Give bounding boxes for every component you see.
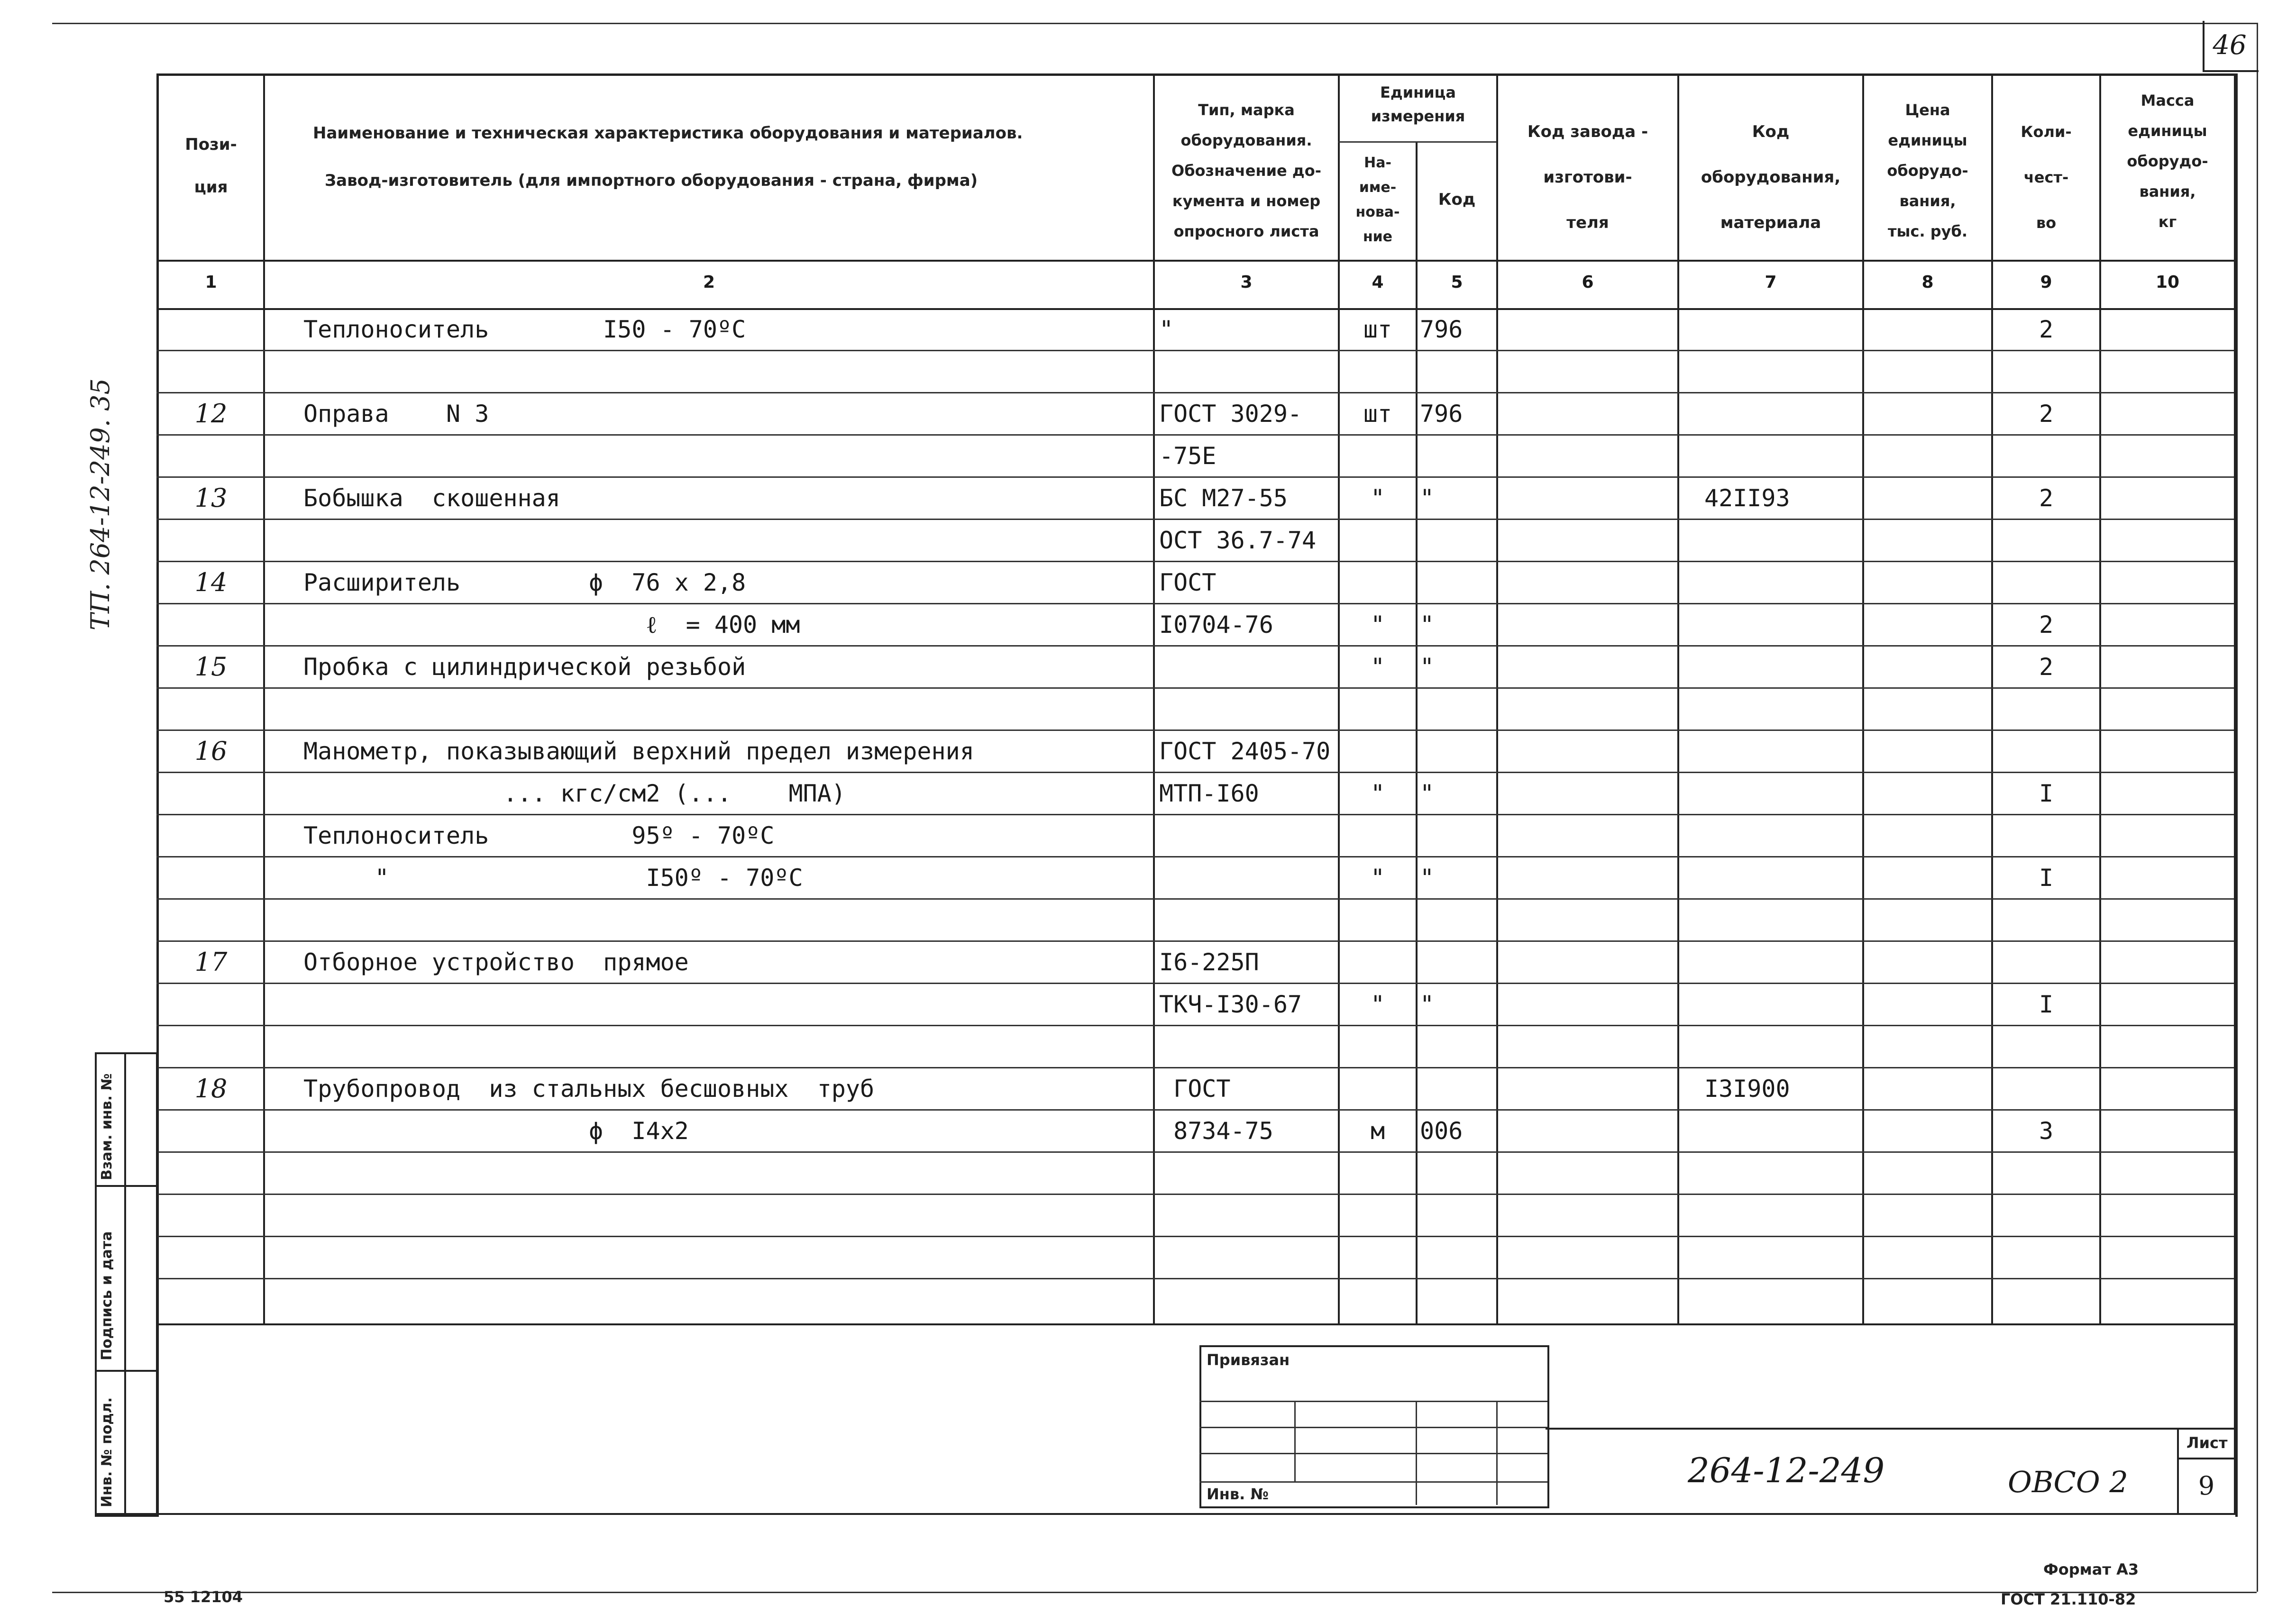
row-unit-code xyxy=(1420,732,1496,770)
row-unit: " xyxy=(1370,484,1385,512)
row-type: МТП-I60 xyxy=(1159,780,1259,807)
bind-line-2 xyxy=(1199,1427,1547,1428)
row-unit: " xyxy=(1370,991,1385,1018)
row-position: 18 xyxy=(194,1074,228,1103)
row-quantity xyxy=(1993,353,2099,391)
row-name: Пробка с цилиндрической резьбой xyxy=(303,653,746,681)
header-unit-name: На- име- нова- ние xyxy=(1355,155,1400,245)
colnum-6: 6 xyxy=(1582,273,1594,292)
row-name: ϕ I4x2 xyxy=(303,1117,689,1145)
header-material-code: Код оборудования, материала xyxy=(1701,122,1841,232)
header-quantity: Коли- чест- во xyxy=(2021,123,2072,232)
row-type xyxy=(1159,648,1339,686)
row-quantity: I xyxy=(2039,780,2054,807)
row-material-code xyxy=(1704,1028,1861,1066)
row-quantity: 2 xyxy=(2039,484,2054,512)
row-line xyxy=(156,1194,2234,1195)
row-line xyxy=(156,983,2234,984)
gost-label: ГОСТ 21.110-82 xyxy=(2001,1590,2136,1608)
header-factory-code: Код завода - изготови- теля xyxy=(1527,122,1648,232)
colnum-1: 1 xyxy=(205,273,217,292)
row-unit: м xyxy=(1370,1117,1385,1145)
row-position xyxy=(159,985,263,1023)
frame-bottom-line xyxy=(95,1513,2238,1515)
colnum-7: 7 xyxy=(1765,273,1777,292)
row-unit-code xyxy=(1420,1028,1496,1066)
header-mass: Масса единицы оборудо- вания, кг xyxy=(2127,91,2208,231)
row-unit-code: " xyxy=(1420,611,1435,638)
row-line xyxy=(156,687,2234,689)
left-stamp-podpis: Подпись и дата xyxy=(99,1231,115,1360)
header-price: Цена единицы оборудо- вания, тыс. руб. xyxy=(1887,101,1968,240)
row-position xyxy=(159,437,263,475)
colnum-8: 8 xyxy=(1921,273,1934,292)
left-stamp-divider xyxy=(124,1052,126,1513)
row-quantity: 2 xyxy=(2039,400,2054,428)
row-unit xyxy=(1340,690,1416,728)
row-unit-code xyxy=(1420,817,1496,855)
row-line xyxy=(156,519,2234,520)
row-position: 17 xyxy=(194,947,228,977)
row-line xyxy=(156,350,2234,351)
row-quantity xyxy=(1993,564,2099,602)
page-number: 46 xyxy=(2213,30,2247,61)
row-quantity xyxy=(1993,943,2099,981)
row-unit-code xyxy=(1420,437,1496,475)
row-material-code xyxy=(1704,775,1861,812)
row-type: ГОСТ 3029- xyxy=(1159,400,1302,428)
title-block-line xyxy=(1546,1428,2234,1430)
row-type: ГОСТ xyxy=(1159,1075,1231,1103)
row-name: Трубопровод из стальных бесшовных труб xyxy=(303,1075,875,1103)
row-unit xyxy=(1340,817,1416,855)
row-unit-code: 006 xyxy=(1420,1117,1463,1145)
bind-block-inv-no: Инв. № xyxy=(1207,1485,1269,1503)
row-name: ... кгс/см2 (... МПА) xyxy=(303,780,846,807)
row-position: 14 xyxy=(194,567,228,597)
row-unit: " xyxy=(1370,780,1385,807)
row-unit xyxy=(1340,564,1416,602)
row-quantity xyxy=(1993,1070,2099,1108)
row-material-code xyxy=(1704,310,1861,348)
outer-frame-bottom xyxy=(52,1592,2257,1593)
unit-subheader-line xyxy=(1338,141,1496,143)
header-unit-code: Код xyxy=(1438,190,1476,209)
row-position xyxy=(159,521,263,559)
side-code: ТП. 264-12-249. 35 xyxy=(85,378,115,630)
row-quantity: 2 xyxy=(2039,316,2054,343)
row-unit-code: " xyxy=(1420,484,1435,512)
row-material-code xyxy=(1704,395,1861,433)
row-quantity: 3 xyxy=(2039,1117,2054,1145)
row-type xyxy=(1159,859,1339,897)
row-name: Отборное устройство прямое xyxy=(303,948,689,976)
row-unit-code xyxy=(1420,353,1496,391)
col-line-2 xyxy=(1153,73,1155,1325)
row-type xyxy=(1159,901,1339,939)
row-unit-code xyxy=(1420,943,1496,981)
row-unit: " xyxy=(1370,653,1385,681)
row-unit xyxy=(1340,943,1416,981)
format-label: Формат А3 xyxy=(2043,1560,2139,1578)
row-line xyxy=(156,814,2234,815)
row-unit xyxy=(1340,521,1416,559)
row-position xyxy=(159,859,263,897)
row-line xyxy=(156,856,2234,857)
row-position xyxy=(159,310,263,348)
row-name: Теплоноситель 95º - 70ºC xyxy=(303,822,775,849)
colnum-9: 9 xyxy=(2040,273,2052,292)
col-line-7 xyxy=(1862,73,1864,1325)
bind-col-1 xyxy=(1294,1401,1296,1482)
row-position: 16 xyxy=(194,736,228,766)
row-type: ОСТ 36.7-74 xyxy=(1159,527,1317,554)
row-type xyxy=(1159,353,1339,391)
row-line xyxy=(156,1151,2234,1153)
bind-col-3 xyxy=(1496,1401,1498,1505)
row-unit-code xyxy=(1420,1070,1496,1108)
bind-line-3 xyxy=(1199,1453,1547,1454)
row-position: 15 xyxy=(194,652,228,682)
row-unit-code xyxy=(1420,690,1496,728)
row-material-code xyxy=(1704,648,1861,686)
row-quantity xyxy=(1993,732,2099,770)
row-unit-code: " xyxy=(1420,864,1435,892)
row-unit xyxy=(1340,732,1416,770)
header-type: Тип, марка оборудования. Обозначение до- кумента и номер опросного листа xyxy=(1171,101,1321,240)
row-type: -75Е xyxy=(1159,442,1217,470)
row-quantity xyxy=(1993,437,2099,475)
left-stamp-vzam: Взам. инв. № xyxy=(99,1073,115,1180)
doc-suffix: ОВСО 2 xyxy=(2008,1465,2128,1499)
row-line xyxy=(156,1109,2234,1111)
row-position xyxy=(159,353,263,391)
row-unit-code xyxy=(1420,521,1496,559)
row-material-code xyxy=(1704,521,1861,559)
row-name: Бобышка скошенная xyxy=(303,484,560,512)
row-line xyxy=(156,392,2234,393)
row-unit-code: " xyxy=(1420,780,1435,807)
row-name xyxy=(303,901,1152,939)
row-material-code xyxy=(1704,943,1861,981)
colnum-4: 4 xyxy=(1372,273,1384,292)
left-stamp-sep1 xyxy=(95,1185,156,1187)
table-bottom-line xyxy=(156,1323,2238,1325)
sheet-number: 9 xyxy=(2198,1471,2215,1501)
row-unit xyxy=(1340,901,1416,939)
bind-line-4 xyxy=(1199,1481,1547,1483)
bind-block-privyazan: Привязан xyxy=(1207,1351,1290,1369)
row-unit: шт xyxy=(1363,316,1392,343)
row-line xyxy=(156,1067,2234,1068)
row-line xyxy=(156,434,2234,436)
row-quantity xyxy=(1993,1028,2099,1066)
row-line xyxy=(156,1236,2234,1237)
row-line xyxy=(156,729,2234,731)
col-line-1 xyxy=(263,73,265,1325)
row-type xyxy=(1159,690,1339,728)
col-line-6 xyxy=(1677,73,1679,1325)
frame-right-line xyxy=(2234,73,2236,1514)
row-quantity xyxy=(1993,901,2099,939)
row-position xyxy=(159,606,263,644)
row-position xyxy=(159,775,263,812)
row-name xyxy=(303,353,1152,391)
row-quantity: I xyxy=(2039,991,2054,1018)
row-line xyxy=(156,1025,2234,1026)
row-material-code xyxy=(1704,606,1861,644)
row-material-code xyxy=(1704,1112,1861,1150)
row-name: " I50º - 70ºC xyxy=(303,864,803,892)
header-name-line1: Наименование и техническая характеристика оборудования и материалов. xyxy=(313,124,1023,143)
row-quantity xyxy=(1993,521,2099,559)
row-material-code: 42II93 xyxy=(1704,484,1790,512)
row-type: ТКЧ-I30-67 xyxy=(1159,991,1302,1018)
row-quantity xyxy=(1993,817,2099,855)
row-unit xyxy=(1340,1070,1416,1108)
row-material-code xyxy=(1704,732,1861,770)
row-material-code xyxy=(1704,437,1861,475)
row-type: I6-225П xyxy=(1159,948,1259,976)
row-type xyxy=(1159,817,1339,855)
row-line xyxy=(156,645,2234,647)
row-type: " xyxy=(1159,316,1174,343)
row-name xyxy=(303,985,1152,1023)
row-unit xyxy=(1340,437,1416,475)
row-material-code xyxy=(1704,690,1861,728)
row-name xyxy=(303,521,1152,559)
row-material-code xyxy=(1704,353,1861,391)
row-name: ℓ = 400 мм xyxy=(303,611,800,638)
bind-col-2 xyxy=(1416,1401,1417,1505)
row-unit-code: " xyxy=(1420,653,1435,681)
header-position: Пози- ция xyxy=(185,135,237,197)
row-quantity xyxy=(1993,690,2099,728)
row-material-code xyxy=(1704,985,1861,1023)
row-line xyxy=(156,898,2234,900)
row-type: ГОСТ 2405-70 xyxy=(1159,738,1331,765)
colnum-bottom-line xyxy=(156,308,2234,310)
left-stamp-inv-podl: Инв. № подл. xyxy=(99,1397,115,1507)
row-name xyxy=(303,437,1152,475)
row-material-code xyxy=(1704,817,1861,855)
row-unit-code xyxy=(1420,564,1496,602)
row-quantity: 2 xyxy=(2039,653,2054,681)
bottom-left-code: 55 12104 xyxy=(164,1588,243,1606)
row-name xyxy=(303,690,1152,728)
outer-frame-right xyxy=(2257,23,2258,1592)
row-type: 8734-75 xyxy=(1159,1117,1273,1145)
row-unit: " xyxy=(1370,611,1385,638)
row-unit xyxy=(1340,1028,1416,1066)
row-unit-code xyxy=(1420,901,1496,939)
left-stamp-sep2 xyxy=(95,1370,156,1372)
row-unit: шт xyxy=(1363,400,1392,428)
row-name: Теплоноситель I50 - 70ºC xyxy=(303,316,746,343)
row-unit: " xyxy=(1370,864,1385,892)
col-line-9 xyxy=(2099,73,2101,1325)
row-unit xyxy=(1340,353,1416,391)
row-position xyxy=(159,817,263,855)
row-unit-code: 796 xyxy=(1420,400,1463,428)
row-unit-code: 796 xyxy=(1420,316,1463,343)
row-name: Оправа N 3 xyxy=(303,400,489,428)
row-type: ГОСТ xyxy=(1159,569,1217,596)
row-material-code xyxy=(1704,564,1861,602)
sheet-label: Лист xyxy=(2186,1434,2228,1452)
row-line xyxy=(156,603,2234,604)
colnum-3: 3 xyxy=(1240,273,1253,292)
row-line xyxy=(156,940,2234,942)
row-unit-code: " xyxy=(1420,991,1435,1018)
row-quantity: I xyxy=(2039,864,2054,892)
header-unit: Единица измерения xyxy=(1371,83,1465,125)
row-line xyxy=(156,1278,2234,1279)
row-type: I0704-76 xyxy=(1159,611,1273,638)
row-type: БС М27-55 xyxy=(1159,484,1288,512)
row-position: 13 xyxy=(194,483,228,513)
row-position xyxy=(159,690,263,728)
header-bottom-line xyxy=(156,260,2234,262)
row-name xyxy=(303,1028,1152,1066)
bind-line-1 xyxy=(1199,1401,1547,1402)
row-material-code: I3I900 xyxy=(1704,1075,1790,1103)
header-name-line2: Завод-изготовитель (для импортного оборудования - страна, фирма) xyxy=(325,171,978,190)
colnum-10: 10 xyxy=(2155,273,2180,292)
row-line xyxy=(156,476,2234,478)
row-name: Манометр, показывающий верхний предел измерения xyxy=(303,738,974,765)
row-position xyxy=(159,1112,263,1150)
row-name: Расширитель ϕ 76 x 2,8 xyxy=(303,569,746,596)
row-material-code xyxy=(1704,901,1861,939)
outer-frame-top xyxy=(52,23,2257,24)
colnum-2: 2 xyxy=(703,273,715,292)
row-quantity: 2 xyxy=(2039,611,2054,638)
colnum-5: 5 xyxy=(1451,273,1463,292)
col-line-4 xyxy=(1416,142,1418,1325)
sheet-box-divider xyxy=(2177,1458,2234,1459)
doc-number: 264-12-249 xyxy=(1688,1450,1885,1490)
row-line xyxy=(156,772,2234,773)
col-line-5 xyxy=(1496,73,1498,1325)
row-material-code xyxy=(1704,859,1861,897)
row-position xyxy=(159,1028,263,1066)
row-type xyxy=(1159,1028,1339,1066)
row-position: 12 xyxy=(194,399,228,429)
row-position xyxy=(159,901,263,939)
row-line xyxy=(156,561,2234,562)
